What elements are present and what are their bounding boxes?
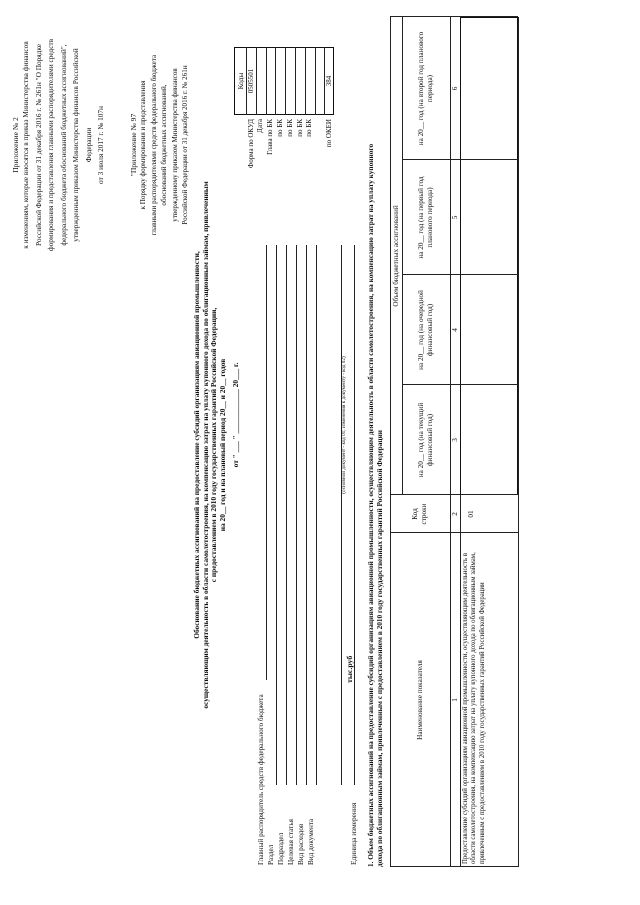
field-label: Вид расходов <box>297 823 305 865</box>
codes-label: по БК <box>305 119 314 137</box>
appendix-line: Федерации <box>83 127 93 163</box>
appendix-line: к изменениям, которые вносятся в приказ Министерства финансов <box>21 41 30 249</box>
appendix-line: утвержденным приказом Министерства финансов Российской <box>71 48 80 242</box>
column-number: 1 <box>450 698 459 702</box>
doc-type-hint: (основной документ - код 01; изменения к документу - код 02) <box>341 356 347 494</box>
field-label: Целевая статья <box>287 819 295 865</box>
field-underline <box>266 245 267 680</box>
codes-value: 0505501 <box>246 68 255 94</box>
table-col-line <box>402 159 518 160</box>
header-year: на 20__ год (на очередной финансовый год) <box>417 290 434 370</box>
appendix-line: Российской Федерации от 31 декабря 2016 г. № 261н "О Порядке <box>33 44 43 246</box>
table-col-line <box>402 274 518 275</box>
data-area <box>460 17 518 495</box>
codes-label: по БК <box>275 119 284 137</box>
codes-label: Форма по ОКУД <box>246 119 255 169</box>
annex-line: главными распорядителями средств федерального бюджета <box>149 54 158 236</box>
appendix-line: формирования и представления главными распорядителями средств <box>46 38 55 252</box>
codes-label: Дата <box>256 119 265 133</box>
appendix-title: Приложение № 2 <box>11 117 20 173</box>
title-line: с предоставлением в 2010 году государственных гарантий Российской Федерации, <box>209 307 219 583</box>
field-label: Вид документа <box>307 818 315 865</box>
appendix-line: от 3 июля 2017 г. № 107н <box>96 106 105 184</box>
unit-value: тыс.руб <box>345 655 354 683</box>
table-border <box>518 17 519 867</box>
header-name: Наименование показателя <box>415 660 424 740</box>
annex-line: обоснований бюджетных ассигнований, <box>160 84 168 206</box>
codes-label: по ОКЕИ <box>324 119 333 148</box>
header-year: на 20__ год (на текущий финансовый год) <box>417 402 434 478</box>
codes-label: Глава по БК <box>266 119 275 155</box>
codes-label: по БК <box>285 119 294 137</box>
codes-header: Коды <box>236 72 245 90</box>
column-number: 4 <box>450 328 459 332</box>
codes-divider <box>285 47 286 115</box>
field-underline <box>354 245 355 785</box>
field-underline <box>296 245 297 785</box>
field-underline <box>306 245 307 785</box>
header-group: Объем бюджетных ассигнований <box>391 205 400 307</box>
title-line: на 20__ год и на плановый период 20__ и 20__ годов <box>217 358 227 532</box>
column-number: 6 <box>450 86 459 91</box>
codes-label: по БК <box>295 119 304 137</box>
codes-divider <box>305 47 306 115</box>
codes-divider <box>315 47 316 115</box>
field-label: Подраздел <box>277 832 285 865</box>
field-underline <box>276 245 277 785</box>
appendix-line: федерального бюджета обоснований бюджетных ассигнований", <box>58 44 68 246</box>
header-year: на 20__ год (на первый год планового периода) <box>417 176 434 259</box>
codes-value: 384 <box>324 75 333 87</box>
column-number: 2 <box>450 512 459 516</box>
header-year: на 20__ год (на второй год планового периода) <box>417 31 434 146</box>
date-line: от " ___ " ____________ 20___ г. <box>231 362 240 468</box>
row-name: Предоставление субсидий организациям авиационной промышленности, осуществляющим деятельность в области самолетостроения, на компенсацию затрат на уплату купонного дохода по облигационным займам, привлеченным с предоставлением в 2010 году государственных гарантий Российской Федерации <box>462 552 486 864</box>
unit-label: Единица измерения <box>349 802 358 865</box>
codes-divider <box>275 47 276 115</box>
annex-line: Российской Федерации от 31 декабря 2016 г. № 261н <box>181 65 189 225</box>
table-col-line <box>402 384 518 385</box>
annex-title: "Приложение № 97 <box>129 113 138 177</box>
title-line: Обоснование бюджетных ассигнований на предоставление субсидий организациям авиационной промышленности, <box>192 251 201 639</box>
header-code: Код строки <box>411 503 428 525</box>
field-underline <box>316 245 317 785</box>
field-underline <box>286 245 287 785</box>
codes-divider <box>266 47 267 115</box>
column-number: 5 <box>450 215 459 220</box>
codes-divider <box>295 47 296 115</box>
codes-divider <box>256 47 257 115</box>
row-code: 01 <box>466 510 475 518</box>
annex-line: к Порядку формирования и представления <box>139 80 147 210</box>
field-label: Главный распорядитель средств федерального бюджета <box>257 694 265 865</box>
annex-line: утвержденному приказом Министерства финансов <box>170 68 179 222</box>
column-number: 3 <box>450 438 459 442</box>
section1-line: 1. Объем бюджетных ассигнований на предоставление субсидий организациям авиационной промышленности, осуществляющим деятельность в области самолетостроения, на компенсацию затрат на уплату купонного <box>366 143 375 867</box>
field-label: Раздел <box>267 844 275 865</box>
section1-line: дохода по облигационным займам, привлеченным с предоставлением в 2010 году государственных гарантий Российской Федерации <box>375 429 384 867</box>
title-line: осуществляющим деятельность в области самолетостроения, на компенсацию затрат на уплату купонного дохода по облигационным займам, привлеченным <box>200 181 210 709</box>
